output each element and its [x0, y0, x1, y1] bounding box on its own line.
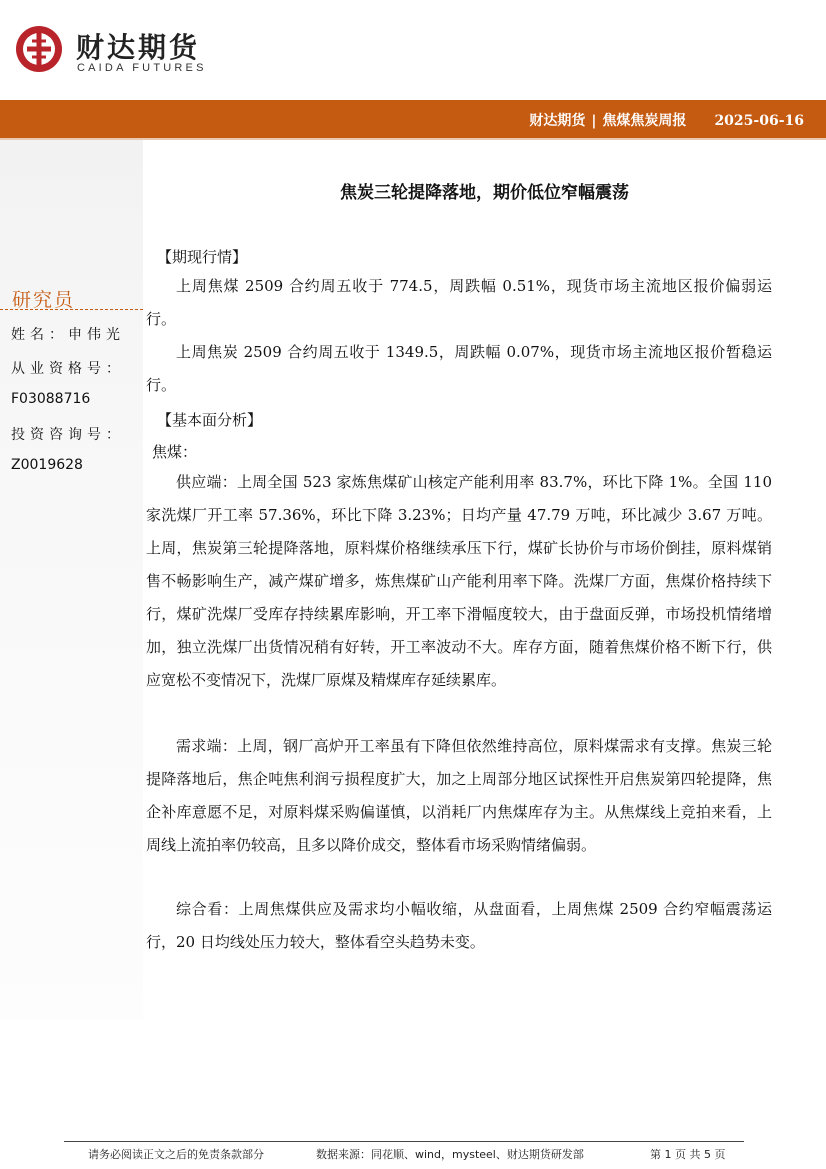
section-market-heading: 【期现行情】: [157, 248, 248, 266]
logo-english-name: CAIDA FUTURES: [77, 62, 207, 74]
company-logo: [14, 24, 214, 76]
paragraph-demand: 需求端：上周，钢厂高炉开工率虽有下降但依然维持高位，原料煤需求有支撑。焦炭三轮提降落地后，焦企吨焦利润亏损程度扩大，加之上周部分地区试探性开启焦炭第四轮提降，焦企补库意愿不足，对原料煤采购偏谨慎，以消耗厂内焦煤库存为主。从焦煤线上竞拍来看，上周线上流拍率仍较高，且多以降价成交，整体看市场采购情绪偏弱。: [146, 737, 772, 854]
section-fundamentals-heading: 【基本面分析】: [157, 411, 263, 429]
subheading-coking-coal: 焦煤：: [152, 443, 198, 461]
band-separator: |: [591, 113, 597, 129]
logo-chinese-name: 财达期货: [76, 31, 201, 64]
sidebar-title: 研究员: [12, 289, 76, 311]
footer-page-number: 第 1 页 共 5 页: [650, 1148, 726, 1161]
researcher-name: 姓名：申伟光: [11, 327, 125, 343]
sidebar-divider: [0, 309, 143, 310]
band-report-name: 焦煤焦炭周报: [602, 113, 687, 129]
footer-data-source: 数据来源：同花顺、wind，mysteel、财达期货研发部: [316, 1148, 584, 1161]
header-band: [0, 100, 826, 138]
footer-rule: [64, 1141, 744, 1142]
report-title: 焦炭三轮提降落地，期价低位窄幅震荡: [340, 183, 629, 203]
researcher-sidebar: [0, 140, 143, 1040]
paragraph-summary: 综合看：上周焦煤供应及需求均小幅收缩，从盘面看，上周焦煤 2509 合约窄幅震荡运行，20 日均线处压力较大，整体看空头趋势未变。: [146, 900, 772, 951]
band-company: 财达期货: [529, 113, 586, 129]
advisor-number: Z0019628: [11, 457, 83, 473]
paragraph-coking-coal-futures: 上周焦煤 2509 合约周五收于 774.5，周跌幅 0.51%，现货市场主流地区报价偏弱运行。: [146, 277, 772, 328]
header-band-text: [529, 110, 804, 130]
footer-disclaimer: 请务必阅读正文之后的免责条款部分: [88, 1148, 264, 1161]
advisor-label: 投资咨询号：: [11, 427, 125, 443]
caida-logo-icon: [14, 24, 64, 74]
band-date: 2025-06-16: [714, 113, 804, 129]
sidebar-background: [0, 140, 143, 1020]
qualification-label: 从业资格号：: [11, 361, 125, 377]
paragraph-supply: 供应端：上周全国 523 家炼焦煤矿山核定产能利用率 83.7%，环比下降 1%。全国 110 家洗煤厂开工率 57.36%，环比下降 3.23%；日均产量 47.79 万吨，环比减少 3.67 万吨。上周，焦炭第三轮提降落地，原料煤价格继续承压下行，煤矿长协价与市场价倒挂，原料煤销售不畅影响生产，减产煤矿增多，炼焦煤矿山产能利用率下降。洗煤厂方面，焦煤价格持续下行，煤矿洗煤厂受库存持续累库影响，开工率下滑幅度较大，由于盘面反弹，市场投机情绪增加，独立洗煤厂出货情况稍有好转，开工率波动不大。库存方面，随着焦煤价格不断下行，供应宽松不变情况下，洗煤厂原煤及精煤库存延续累库。: [146, 473, 772, 689]
qualification-number: F03088716: [11, 391, 91, 407]
paragraph-coke-futures: 上周焦炭 2509 合约周五收于 1349.5，周跌幅 0.07%，现货市场主流地区报价暂稳运行。: [146, 343, 772, 394]
